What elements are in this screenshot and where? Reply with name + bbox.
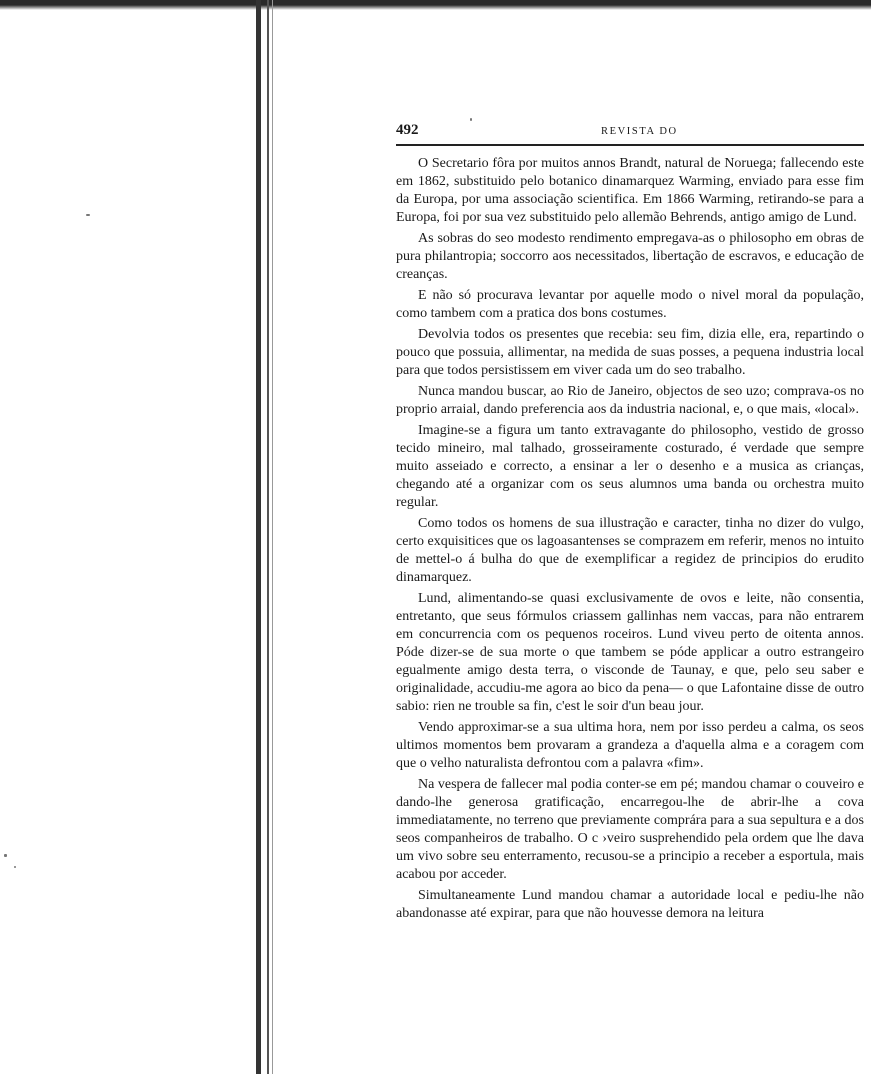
scan-speck <box>86 214 90 216</box>
paragraph-moral-level: E não só procurava levantar por aquelle modo o nivel moral da população, como tambem com a pratica dos bons costumes. <box>396 288 864 321</box>
journal-title: REVISTA DO <box>601 126 678 137</box>
paragraph-philanthropy: As sobras do seo modesto rendimento empregava-as o philosopho em obras de pura philantropia; soccorro aos necessitados, libertação de escravos, e educação de creanças. <box>396 231 864 282</box>
scan-speck <box>4 854 7 857</box>
paragraph-secretary: O Secretario fôra por muitos annos Brandt, natural de Noruega; fallecendo este em 1862, substituido pelo botanico dinamarquez Warming, enviado para esse fim da Europa, por uma associação scientifica. Em 1866 Warming, retirando-se para a Europa, foi por sua vez substituido pelo allemão Behrends, antigo amigo de Lund. <box>396 156 864 225</box>
running-header <box>396 122 864 144</box>
paragraph-local-purchases: Nunca mandou buscar, ao Rio de Janeiro, objectos de seo uzo; comprava-os no proprio arraial, dando preferencia aos da industria nacional, e, o que mais, «local». <box>396 384 864 417</box>
scan-top-edge <box>0 0 871 10</box>
paragraph-philosopher-figure: Imagine-se a figura um tanto extravagante do philosopho, vestido de grosso tecido mineiro, mal talhado, grosseiramente costurado, é verdade que sempre muito asseiado e correcto, a ensinar a ler o desenho e a musica as crianças, chegando até a organizar com os seus alumnos uma banda ou orchestra muito regular. <box>396 423 864 510</box>
paragraph-authority: Simultaneamente Lund mandou chamar a autoridade local e pediu-lhe não abandonasse até expirar, para que não houvesse demora na leitura <box>396 888 864 921</box>
book-spine-gutter <box>256 0 280 1074</box>
gutter-shadow-line <box>272 0 273 1074</box>
scan-speck <box>14 866 16 868</box>
paragraph-last-hour: Vendo approximar-se a sua ultima hora, nem por isso perdeu a calma, os seos ultimos momentos bem provaram a grandeza a d'aquella alma e a coragem com que o velho naturalista defrontou com a palavra «fim». <box>396 720 864 771</box>
paragraph-lund-diet: Lund, alimentando-se quasi exclusivamente de ovos e leite, não consentia, entretanto, que seus fórmulos criassem gallinhas nem vaccas, para não entrarem em concurrencia com os pequenos roceiros. Lund viveu perto de oitenta annos. Póde dizer-se de sua morte o que tambem se póde applicar a outro estrangeiro egualmente amigo desta terra, o visconde de Taunay, e que, pelo seu saber e originalidade, accudiu-me agora ao bico da pena— o que Lafontaine disse de outro sabio: rien ne trouble sa fin, c'est le soir d'un beau jour. <box>396 591 864 714</box>
page-number: 492 <box>396 122 419 138</box>
book-page <box>396 122 864 926</box>
paragraph-eccentricities: Como todos os homens de sua illustração e caracter, tinha no dizer do vulgo, certo exquisitices que os lagoasantenses se comprazem em referir, menos no intuito de mettel-o á bulha do que de exemplificar a regidez de principios do erudito dinamarquez. <box>396 516 864 585</box>
header-rule <box>396 144 864 146</box>
gutter-shadow-line <box>267 0 269 1074</box>
paragraph-gravedigger: Na vespera de fallecer mal podia conter-se em pé; mandou chamar o couveiro e dando-lhe generosa gratificação, encarregou-lhe de abrir-lhe a cova immediatamente, no terreno que previamente comprára para a sua sepultura e a dos seos companheiros de trabalho. O c ›veiro susprehendido pela ordem que lhe dava um vivo sobre seu enterramento, recusou-se a principio a receber a esportula, mais acabou por acceder. <box>396 777 864 882</box>
scan-speck <box>470 118 472 121</box>
gutter-shadow-line <box>256 0 261 1074</box>
paragraph-gifts: Devolvia todos os presentes que recebia: seu fim, dizia elle, era, repartindo o pouco que possuia, allimentar, na medida de suas posses, a pequena industria local para que todos persistissem em viver cada um do seo trabalho. <box>396 327 864 378</box>
